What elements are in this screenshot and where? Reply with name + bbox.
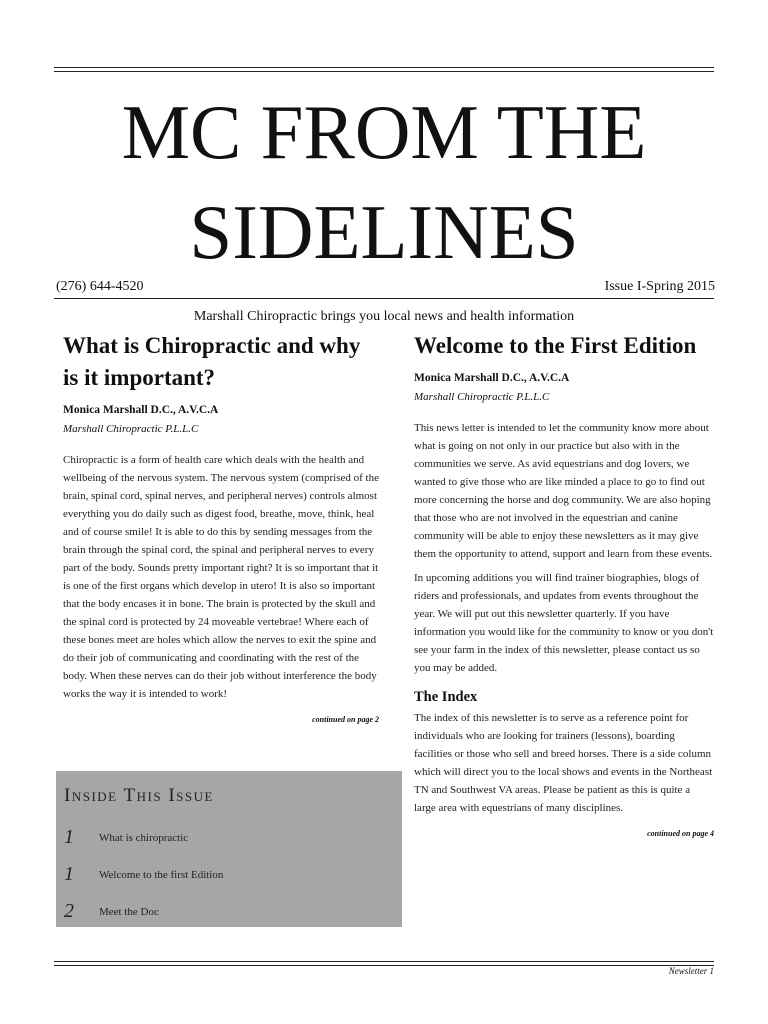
right-article-body-1: This news letter is intended to let the community know more about what is going on not only in our practice but also with in the communities we serve. As avid equestrians and dog lovers, we wanted to give those who are like minded a place to go to find out more concerning the horse and dog community. We are also hoping that those who are not involved in the equestrian and canine community will be able to enjoy these newsletters as it may give them the opportunity to attend, support and learn from these events. bbox=[414, 422, 713, 560]
right-article-affiliation: Marshall Chiropractic P.L.L.C bbox=[414, 391, 550, 403]
right-article-byline: Monica Marshall D.C., A.V.C.A bbox=[414, 372, 570, 384]
inside-issue-label: Meet the Doc bbox=[99, 905, 159, 918]
top-double-rule bbox=[54, 67, 714, 72]
left-article-headline: What is Chiropractic and why is it important? bbox=[63, 333, 361, 390]
inside-this-issue-title: Inside This Issue bbox=[64, 785, 214, 806]
left-article-continued: continued on page 2 bbox=[312, 715, 379, 724]
inside-issue-item bbox=[64, 819, 394, 856]
issue-label: Issue I-Spring 2015 bbox=[604, 279, 715, 294]
left-column bbox=[63, 330, 379, 724]
inside-issue-page: 2 bbox=[64, 900, 74, 922]
tagline: Marshall Chiropractic brings you local news and health information bbox=[193, 309, 575, 324]
inside-issue-item bbox=[64, 856, 394, 893]
right-article-body-2: In upcoming additions you will find trainer biographies, blogs of riders and professionals, and updates from events throughout the year. We will put out this newsletter quarterly. If you have information you would like for the community to know or you don't see your farm in the index of this newsletter, please contact us so you may be added. bbox=[414, 572, 714, 674]
index-subhead: The Index bbox=[414, 689, 478, 705]
title-line-1: MC FROM THE bbox=[121, 89, 647, 175]
right-article-continued: continued on page 4 bbox=[647, 829, 714, 838]
inside-issue-page: 1 bbox=[64, 826, 74, 848]
inside-issue-item bbox=[64, 893, 394, 930]
inside-issue-label: What is chiropractic bbox=[99, 831, 189, 844]
inside-this-issue-box bbox=[56, 771, 402, 927]
left-article-body: Chiropractic is a form of health care which deals with the health and wellbeing of the nervous system. The nervous system (comprised of the brain, spinal cord, spinal nerves, and peripheral nerves) controls almost everything you do daily such as digest food, breathe, move, think, heal and of course smile! It is able to do this by sending messages from the brain through the spinal cord, the spinal and peripheral nerves to every part of the body. Sounds pretty important right? It is so important that it is one of the first organs which develop in utero! It is also so important that the body encases it in bone. The brain is protected by the skull and the spinal cord is protected by 24 moveable vertebrae! Where each of these bones meet are holes which allow the nerves to exit the spine and do their job of communicating and coordinating with the rest of the body. When these nerves can do their job without interference the body works the way it is intended to work! bbox=[63, 454, 379, 700]
inside-issue-page: 1 bbox=[64, 863, 74, 885]
right-article-headline: Welcome to the First Edition bbox=[414, 333, 697, 358]
phone-number: (276) 644-4520 bbox=[56, 279, 144, 294]
inside-issue-label: Welcome to the first Edition bbox=[99, 868, 224, 881]
bottom-double-rule bbox=[54, 961, 714, 966]
left-article-affiliation: Marshall Chiropractic P.L.L.C bbox=[63, 423, 199, 435]
left-article-byline: Monica Marshall D.C., A.V.C.A bbox=[63, 404, 219, 416]
masthead-rule bbox=[54, 298, 714, 299]
index-body: The index of this newsletter is to serve as a reference point for individuals who are looking for trainers (lessons), boarding facilities or those who sell and breed horses. There is a side column which will direct you to the local shows and events in the Northeast TN and Southwest VA areas. Please be patient as this is quite a large area with equestrians of many disciplines. bbox=[414, 712, 713, 814]
right-column bbox=[414, 330, 714, 838]
newsletter-title bbox=[0, 82, 768, 282]
footer-page-label: Newsletter 1 bbox=[668, 966, 714, 976]
title-line-2: SIDELINES bbox=[189, 189, 579, 275]
